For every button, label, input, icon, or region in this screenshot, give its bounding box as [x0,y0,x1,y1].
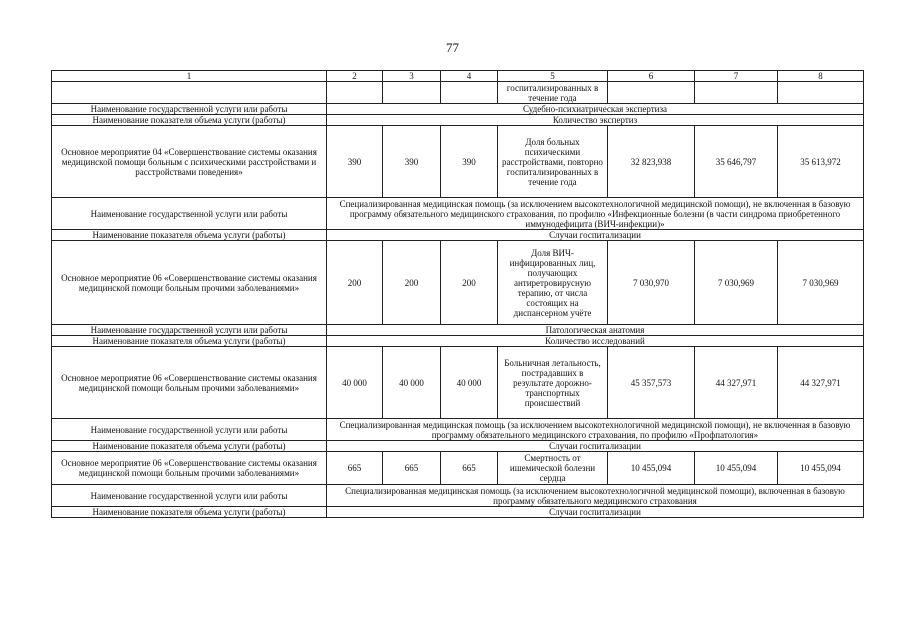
row-label: Наименование государственной услуги или работы [52,325,327,336]
value-cell: 10 455,094 [695,452,778,485]
table-row [52,347,864,419]
indicator-cell: Больничная летальность, пострадавших в результате дорожно-транспортных происшествий [498,347,608,419]
table-row [52,325,864,336]
value-cell: 35 646,797 [695,126,778,198]
row-label: Наименование показателя объема услуги (работы) [52,115,327,126]
value-cell: 665 [383,452,441,485]
indicator-cell: Доля ВИЧ-инфицированных лиц, получающих антиретровирусную терапию, от числа состоящих на диспансерном учёте [498,241,608,325]
value-cell: 200 [441,241,498,325]
row-label: Наименование показателя объема услуги (работы) [52,230,327,241]
service-name: Специализированная медицинская помощь (за исключением высокотехнологичной медицинской помощи), не включенная в базовую программу обязательного медицинского страхования, по профилю «Инфекционные болезни (в части синдрома приобретенного иммунодефицита (ВИЧ-инфекции)» [327,198,864,230]
volume-indicator: Случаи госпитализации [327,507,864,518]
value-cell: 7 030,969 [695,241,778,325]
value-cell: 200 [327,241,383,325]
table-row [52,441,864,452]
value-cell: 200 [383,241,441,325]
row-label: Наименование государственной услуги или работы [52,198,327,230]
volume-indicator: Количество экспертиз [327,115,864,126]
value-cell: 40 000 [441,347,498,419]
indicator-cell: госпитализированных в течение года [498,82,608,104]
table-row [52,419,864,441]
page-number: 77 [446,40,459,55]
column-number: 6 [608,71,695,82]
value-cell: 7 030,969 [778,241,864,325]
table-row [52,485,864,507]
row-label: Наименование показателя объема услуги (работы) [52,336,327,347]
table-row [52,104,864,115]
column-number: 7 [695,71,778,82]
table-row [52,230,864,241]
activity-name: Основное мероприятие 04 «Совершенствование системы оказания медицинской помощи больным с психическими расстройствами и расстройствами поведения» [52,126,327,198]
row-label: Наименование государственной услуги или работы [52,485,327,507]
service-name: Специализированная медицинская помощь (за исключением высокотехнологичной медицинской помощи), не включенная в базовую программу обязательного медицинского страхования, по профилю «Профпатология» [327,419,864,441]
value-cell: 10 455,094 [608,452,695,485]
value-cell: 390 [327,126,383,198]
column-number: 5 [498,71,608,82]
service-name: Специализированная медицинская помощь (за исключением высокотехнологичной медицинской помощи), включенная в базовую программу обязательного медицинского страхования [327,485,864,507]
row-label: Наименование показателя объема услуги (работы) [52,441,327,452]
activity-name: Основное мероприятие 06 «Совершенствование системы оказания медицинской помощи больным прочими заболеваниями» [52,347,327,419]
indicator-cell: Доля больных психическими расстройствами, повторно госпитализированных в течение года [498,126,608,198]
column-number: 4 [441,71,498,82]
value-cell: 44 327,971 [778,347,864,419]
value-cell: 665 [441,452,498,485]
volume-indicator: Случаи госпитализации [327,441,864,452]
row-label: Наименование показателя объема услуги (работы) [52,507,327,518]
column-number: 3 [383,71,441,82]
data-table [51,70,864,518]
row-label: Наименование государственной услуги или работы [52,419,327,441]
indicator-cell: Смертность от ишемической болезни сердца [498,452,608,485]
value-cell: 40 000 [383,347,441,419]
value-cell: 32 823,938 [608,126,695,198]
column-number: 1 [52,71,327,82]
value-cell: 390 [441,126,498,198]
column-number-row [52,71,864,82]
activity-name: Основное мероприятие 06 «Совершенствование системы оказания медицинской помощи больным прочими заболеваниями» [52,452,327,485]
service-name: Судебно-психиатрическая экспертиза [327,104,864,115]
volume-indicator: Количество исследований [327,336,864,347]
value-cell: 665 [327,452,383,485]
service-name: Патологическая анатомия [327,325,864,336]
table-row [52,198,864,230]
column-number: 8 [778,71,864,82]
value-cell: 10 455,094 [778,452,864,485]
value-cell: 7 030,970 [608,241,695,325]
activity-name: Основное мероприятие 06 «Совершенствование системы оказания медицинской помощи больным прочими заболеваниями» [52,241,327,325]
volume-indicator: Случаи госпитализации [327,230,864,241]
value-cell: 35 613,972 [778,126,864,198]
table-row [52,82,864,104]
value-cell: 390 [383,126,441,198]
table-row [52,452,864,485]
table-row [52,336,864,347]
value-cell: 45 357,573 [608,347,695,419]
table-row [52,241,864,325]
table-row [52,115,864,126]
table-row [52,507,864,518]
column-number: 2 [327,71,383,82]
row-label: Наименование государственной услуги или работы [52,104,327,115]
table-row [52,126,864,198]
value-cell: 40 000 [327,347,383,419]
value-cell: 44 327,971 [695,347,778,419]
